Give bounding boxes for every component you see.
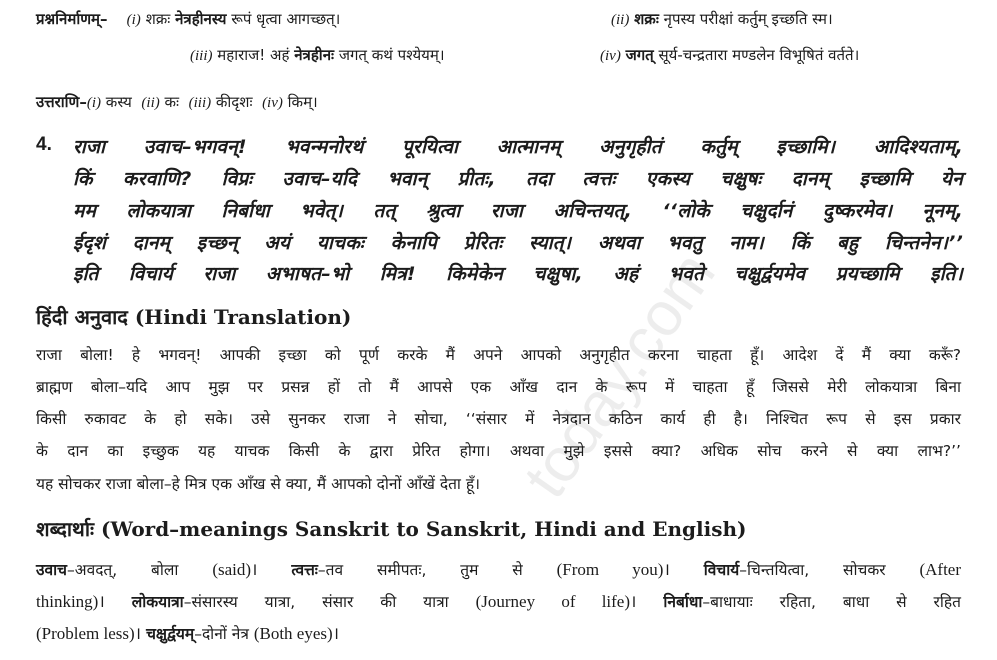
- passage-line: इति विचार्य राजा अभाषत–भो मित्र! किमेकेन चक्षुषा, अहं भवते चक्षुर्द्वयमेव प्रयच्छामि इति।: [73, 263, 963, 285]
- question-formation-row-1: [36, 9, 833, 29]
- word-entry: विचार्य–चिन्तयित्वा, सोचकर (After: [703, 560, 962, 579]
- question-item-3: (iii) महाराज! अहं नेत्रहीनः जगत् कथं पश्येयम्।: [190, 46, 445, 64]
- question-item-2: (ii) शक्रः नृपस्य परीक्षां कर्तुम् इच्छति स्म।: [611, 10, 833, 28]
- watermark: today.com: [510, 240, 729, 511]
- word-entry: निर्बाधा–बाधायाः रहिता, बाधा से रहित: [663, 593, 961, 611]
- question-item-1: (i) शक्रः नेत्रहीनस्य रूपं धृत्वा आगच्छत्।: [126, 10, 341, 28]
- word-entry: चक्षुर्द्वयम्–दोनों नेत्र (Both eyes)।: [146, 624, 340, 643]
- question-item-4: (iv) जगत् सूर्य-चन्द्रतारा मण्डलेन विभूषितं वर्तते।: [600, 46, 860, 64]
- translation-line: यह सोचकर राजा बोला–हे मित्र एक आँख से क्या, मैं आपको दोनों आँखें देता हूँ।: [36, 475, 480, 493]
- passage-number: 4.: [36, 134, 52, 155]
- word-entry: उवाच–अवदत्, बोला (said)।: [36, 560, 258, 579]
- hindi-translation-heading: हिंदी अनुवाद (Hindi Translation): [36, 305, 352, 329]
- passage-line: राजा उवाच–भगवन्! भवन्मनोरथं पूरयित्वा आत्मानम् अनुगृहीतं कर्तुम् इच्छामि। आदिश्यताम्,: [73, 136, 963, 158]
- word-meanings-line-3: (Problem less)। चक्षुर्द्वयम्–दोनों नेत्र (Both eyes)।: [36, 624, 340, 643]
- translation-line: के दान का इच्छुक यह याचक किसी के द्वारा प्रेरित होगा। अथवा मुझे इससे क्या? अधिक सोच करने से क्या लाभ?’’: [36, 442, 961, 460]
- translation-line: राजा बोला! हे भगवन्! आपकी इच्छा को पूर्ण करके मैं अपने आपको अनुगृहीत करना चाहता हूँ। आदेश दें मैं क्या करूँ?: [36, 346, 961, 364]
- passage-line: ईदृशं दानम् इच्छन् अयं याचकः केनापि प्रेरितः स्यात्। अथवा भवतु नाम। किं बहु चिन्तनेन।’’: [73, 232, 963, 254]
- translation-line: किसी रुकावट के हो सके। उसे सुनकर राजा ने सोचा, ‘‘संसार में नेत्रदान कठिन कार्य ही है। निश्चित रूप से इस प्रकार: [36, 410, 961, 428]
- passage-line: मम लोकयात्रा निर्बाधा भवेत्। तत् श्रुत्वा राजा अचिन्तयत्, ‘‘लोके चक्षुर्दानं दुष्करमेव। नूनम्,: [73, 200, 963, 222]
- answers-label: उत्तराणि–: [36, 93, 87, 111]
- word-entry: त्वत्तः–तव समीपतः, तुम से (From you)।: [291, 560, 670, 579]
- question-formation-row-2: [190, 45, 860, 65]
- word-meanings-heading: शब्दार्थाः (Word–meanings Sanskrit to Sanskrit, Hindi and English): [36, 517, 747, 541]
- word-meanings-line-2: thinking)। लोकयात्रा–संसारस्य यात्रा, संसार की यात्रा (Journey of life)। निर्बाधा–बाधायाः रहिता, बाधा से रहित: [36, 592, 961, 611]
- word-meanings-line-1: [36, 557, 961, 580]
- question-formation-label: प्रश्ननिर्माणम्–: [36, 10, 108, 28]
- answers-row: उत्तराणि–(i) कस्य (ii) कः (iii) कीदृशः (iv) किम्।: [36, 93, 318, 111]
- word-entry: लोकयात्रा–संसारस्य यात्रा, संसार की यात्रा (Journey of life)।: [131, 592, 637, 611]
- translation-line: ब्राह्मण बोला–यदि आप मुझ पर प्रसन्न हों तो मैं आपसे एक आँख दान के रूप में चाहता हूँ जिससे मेरी लोकयात्रा बिना: [36, 378, 961, 396]
- passage-line: किं करवाणि? विप्रः उवाच–यदि भवान् प्रीतः, तदा त्वत्तः एकस्य चक्षुषः दानम् इच्छामि येन: [73, 168, 963, 190]
